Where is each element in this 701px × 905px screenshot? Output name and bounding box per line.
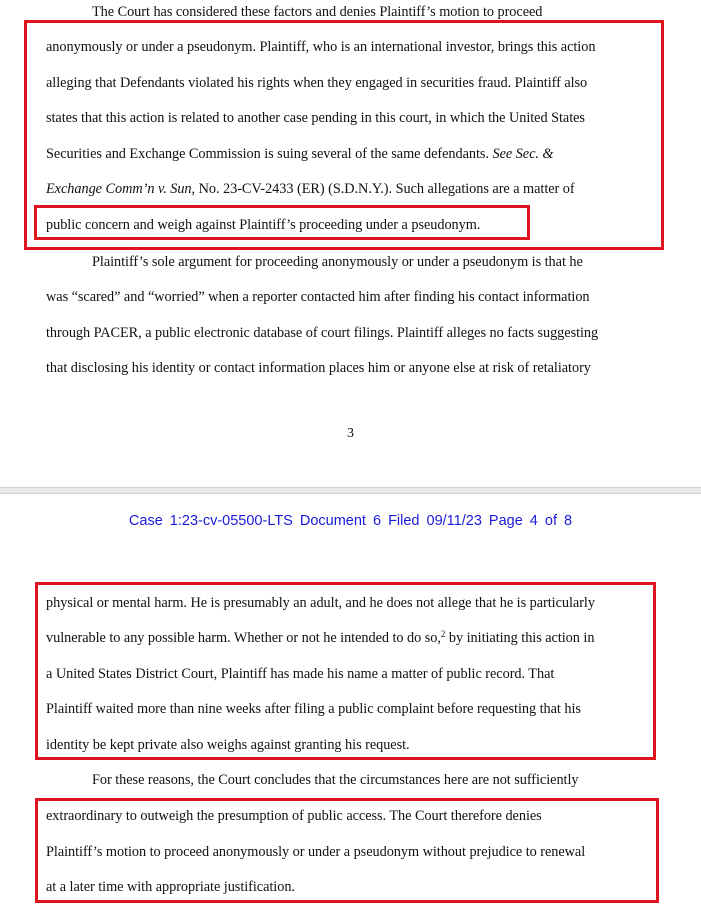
text-line: at a later time with appropriate justification.	[46, 879, 295, 895]
text-line: anonymously or under a pseudonym. Plaintiff, who is an international investor, brings this action	[46, 39, 596, 55]
page-number: 3	[347, 426, 354, 441]
footnote-marker[interactable]: 2	[440, 629, 446, 639]
text-line: identity be kept private also weighs against granting his request.	[46, 737, 410, 753]
highlight-box	[34, 205, 530, 240]
text-line: public concern and weigh against Plaintiff’s proceeding under a pseudonym.	[46, 217, 481, 233]
ecf-header-stamp: Case 1:23-cv-05500-LTS Document 6 Filed 09/11/23 Page 4 of 8	[128, 513, 573, 529]
text-line: Plaintiff’s motion to proceed anonymously or under a pseudonym without prejudice to renewal	[46, 844, 586, 860]
highlight-box	[35, 582, 656, 760]
text-line: that disclosing his identity or contact information places him or anyone else at risk of retaliatory	[46, 360, 591, 376]
text-segment: , No. 23-CV-2433 (ER) (S.D.N.Y.). Such allegations are a matter of	[191, 181, 575, 197]
text-line: through PACER, a public electronic database of court filings. Plaintiff alleges no facts suggesting	[46, 325, 599, 341]
text-line: was “scared” and “worried” when a reporter contacted him after finding his contact information	[46, 289, 590, 305]
citation-italic: See Sec. &	[492, 146, 554, 162]
text-segment: by initiating this action in	[445, 630, 595, 646]
text-segment: vulnerable to any possible harm. Whether or not he intended to do so,	[46, 630, 441, 646]
page-4	[0, 494, 701, 905]
text-line: For these reasons, the Court concludes that the circumstances here are not sufficiently	[92, 772, 579, 788]
text-line: alleging that Defendants violated his rights when they engaged in securities fraud. Plaintiff also	[46, 75, 588, 91]
text-line: Plaintiff waited more than nine weeks after filing a public complaint before requesting that his	[46, 701, 581, 717]
page-separator	[0, 487, 701, 494]
text-line: The Court has considered these factors and denies Plaintiff’s motion to proceed	[92, 4, 543, 20]
text-line: states that this action is related to another case pending in this court, in which the United States	[46, 110, 585, 126]
text-line: Plaintiff’s sole argument for proceeding anonymously or under a pseudonym is that he	[92, 254, 583, 270]
highlight-box	[35, 798, 659, 903]
text-line: physical or mental harm. He is presumably an adult, and he does not allege that he is particularly	[46, 595, 595, 611]
text-line: extraordinary to outweigh the presumption of public access. The Court therefore denies	[46, 808, 542, 824]
text-segment: Securities and Exchange Commission is suing several of the same defendants.	[46, 146, 489, 162]
case-name-italic: Exchange Comm’n v. Sun	[46, 181, 192, 197]
text-line: a United States District Court, Plaintiff has made his name a matter of public record. That	[46, 666, 555, 682]
